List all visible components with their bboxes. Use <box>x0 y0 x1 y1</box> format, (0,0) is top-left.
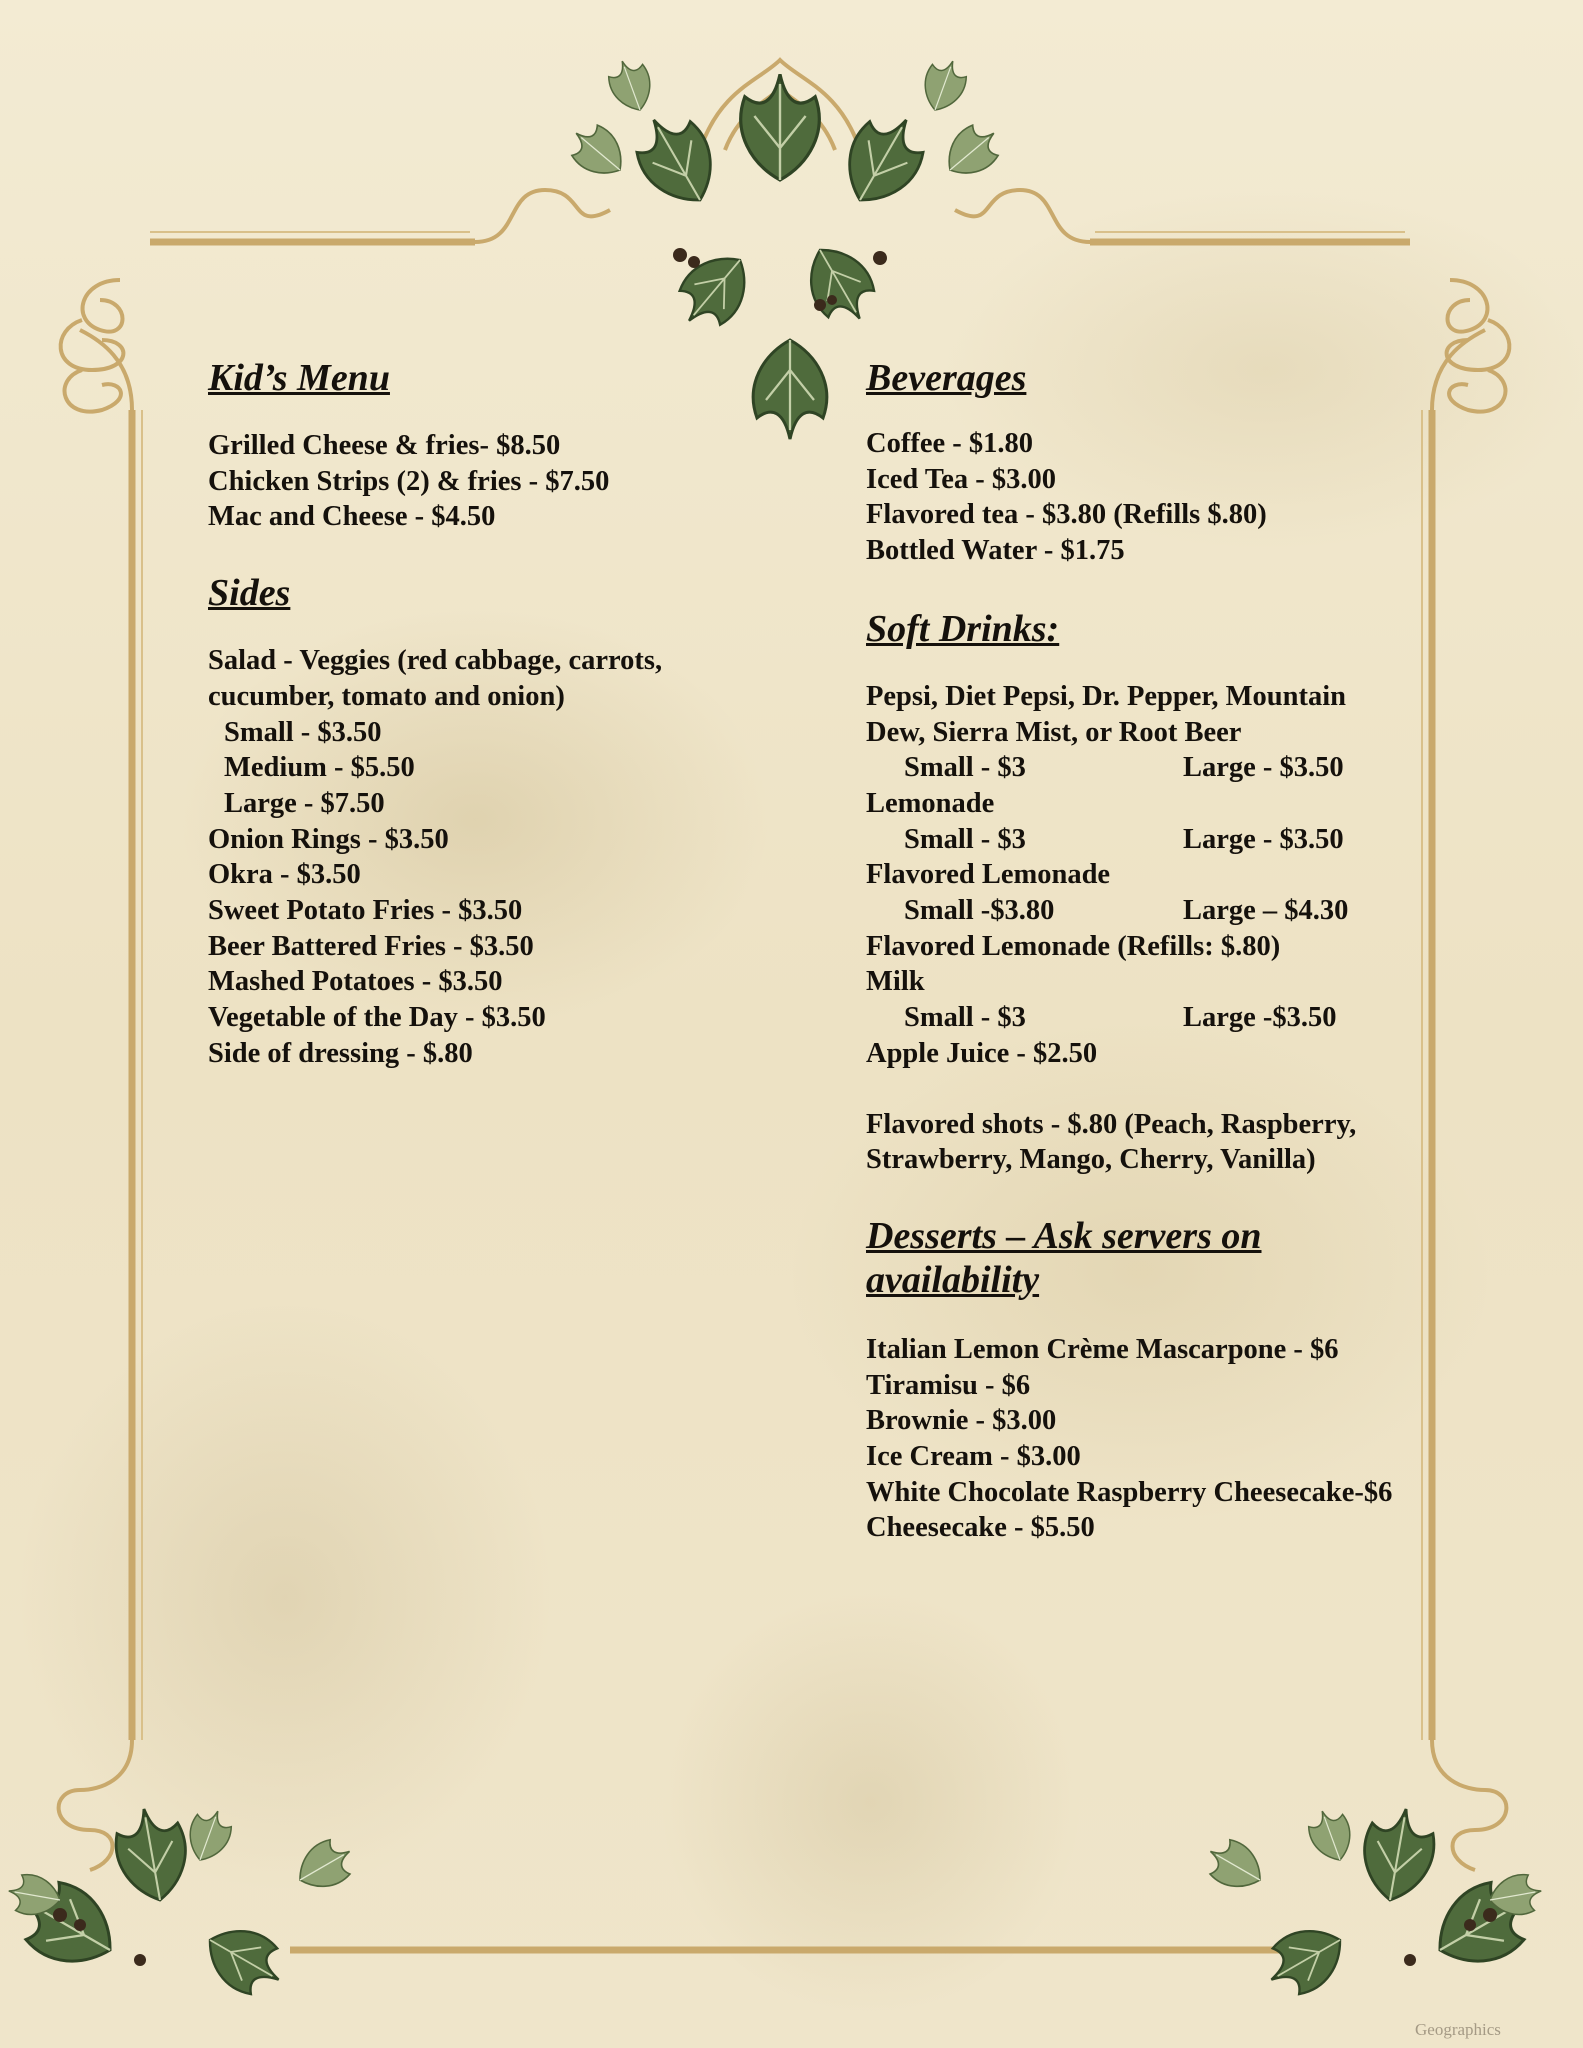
menu-item: Apple Juice - $2.50 <box>866 1037 1098 1069</box>
kids-menu-heading: Kid’s Menu <box>208 357 390 399</box>
soft-drinks-heading: Soft Drinks: <box>866 607 1060 650</box>
menu-item: Side of dressing - $.80 <box>208 1037 473 1069</box>
size-small: Small -$3.80 <box>904 895 1055 927</box>
sides-heading: Sides <box>208 572 291 615</box>
menu-item: Strawberry, Mango, Cherry, Vanilla) <box>866 1144 1316 1176</box>
menu-item: Chicken Strips (2) & fries - $7.50 <box>208 465 610 497</box>
menu-item: White Chocolate Raspberry Cheesecake-$6 <box>866 1476 1393 1508</box>
desserts-heading: Desserts – Ask servers on <box>866 1214 1262 1257</box>
size-option: Small - $3.50 <box>224 716 382 748</box>
menu-item: Iced Tea - $3.00 <box>866 463 1057 495</box>
desserts-heading-line2: availability <box>866 1258 1040 1301</box>
size-option: Medium - $5.50 <box>224 752 415 784</box>
menu-item: Flavored Lemonade (Refills: $.80) <box>866 930 1281 962</box>
menu-item: Tiramisu - $6 <box>866 1369 1031 1401</box>
size-small: Small - $3 <box>904 752 1026 784</box>
ivy-bottom-left-icon <box>5 1803 360 2005</box>
size-small: Small - $3 <box>904 1002 1026 1034</box>
menu-item: Brownie - $3.00 <box>866 1405 1057 1437</box>
menu-item: Grilled Cheese & fries- $8.50 <box>208 430 561 461</box>
menu-item: cucumber, tomato and onion) <box>208 680 565 712</box>
menu-item: Milk <box>866 966 925 998</box>
size-row <box>866 750 1506 786</box>
menu-item: Flavored tea - $3.80 (Refills $.80) <box>866 499 1267 531</box>
menu-item: Pepsi, Diet Pepsi, Dr. Pepper, Mountain <box>866 680 1347 712</box>
size-large: Large - $3.50 <box>1183 823 1344 855</box>
size-row <box>866 893 1506 929</box>
right-column <box>866 356 1506 1546</box>
menu-item: Onion Rings - $3.50 <box>208 823 449 855</box>
size-large: Large - $3.50 <box>1183 752 1344 784</box>
size-large: Large -$3.50 <box>1183 1002 1337 1034</box>
menu-item: Beer Battered Fries - $3.50 <box>208 930 534 962</box>
menu-item: Bottled Water - $1.75 <box>866 535 1125 567</box>
menu-item: Vegetable of the Day - $3.50 <box>208 1002 546 1034</box>
ivy-bottom-right-icon <box>1200 1803 1545 2005</box>
menu-item: Lemonade <box>866 787 995 819</box>
left-column <box>208 356 828 1072</box>
menu-item: Cheesecake - $5.50 <box>866 1512 1095 1544</box>
beverages-heading: Beverages <box>866 357 1027 399</box>
menu-item: Salad - Veggies (red cabbage, carrots, <box>208 645 663 677</box>
menu-item: Okra - $3.50 <box>208 859 361 891</box>
menu-item: Ice Cream - $3.00 <box>866 1441 1081 1473</box>
size-option: Large - $7.50 <box>224 787 385 819</box>
menu-item: Mac and Cheese - $4.50 <box>208 501 496 533</box>
menu-item: Mashed Potatoes - $3.50 <box>208 966 503 998</box>
menu-item: Coffee - $1.80 <box>866 428 1033 459</box>
size-row <box>866 822 1506 858</box>
menu-item: Flavored shots - $.80 (Peach, Raspberry, <box>866 1108 1357 1140</box>
size-row <box>866 1000 1506 1036</box>
size-large: Large – $4.30 <box>1183 895 1349 927</box>
menu-item: Flavored Lemonade <box>866 859 1111 891</box>
menu-item: Italian Lemon Crème Mascarpone - $6 <box>866 1333 1339 1365</box>
menu-item: Sweet Potato Fries - $3.50 <box>208 895 523 927</box>
menu-item: Dew, Sierra Mist, or Root Beer <box>866 716 1242 748</box>
size-small: Small - $3 <box>904 823 1026 855</box>
credit-text: Geographics <box>1415 2020 1501 2039</box>
